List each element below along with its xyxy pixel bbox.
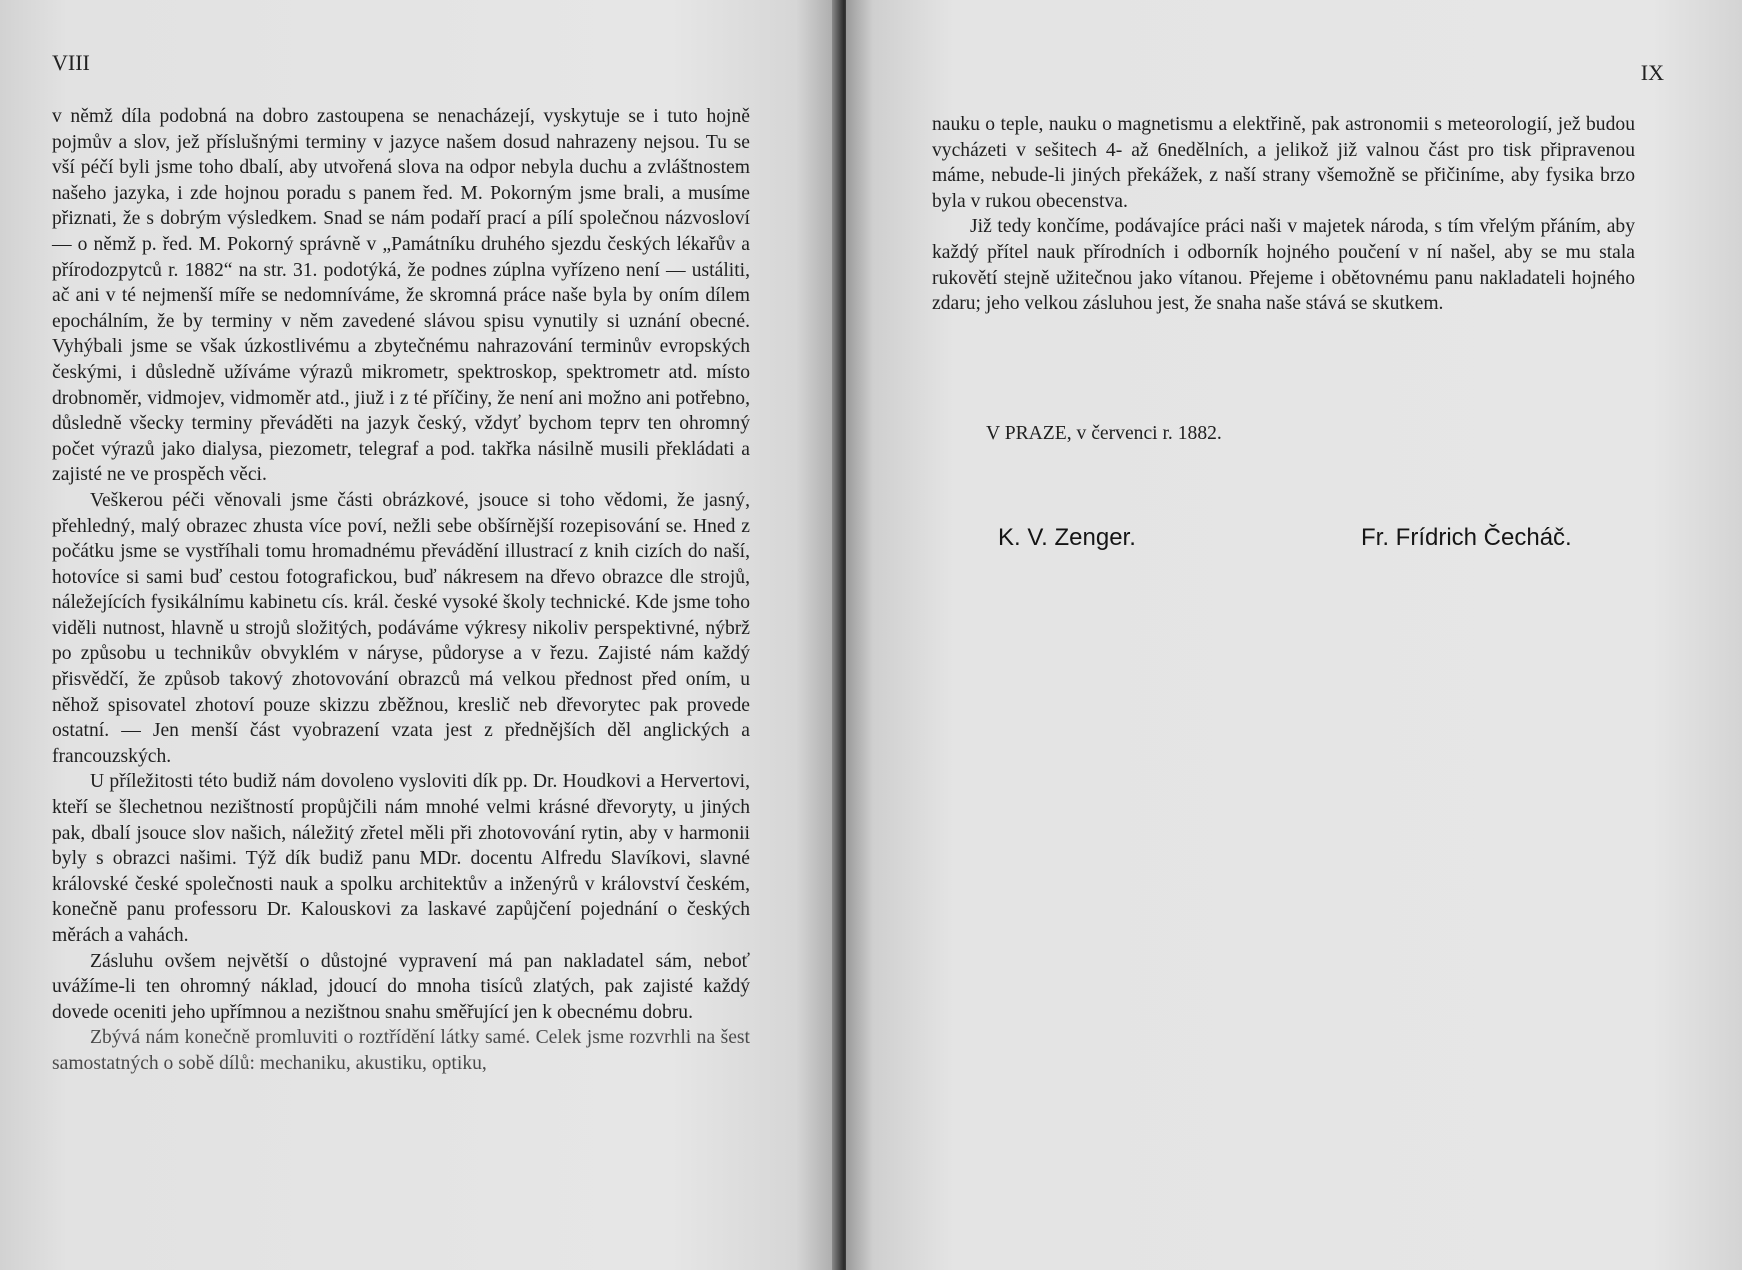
page-number-left: VIII (52, 50, 90, 75)
paragraph: v němž díla podobná na dobro zastoupena se nenacházejí, vyskytuje se i tuto hojně pojmův a slov, jež příslušnými terminy v jazyce našem dosud nahrazeny nejsou. Tu se vší péčí byli jsme toho dbalí, aby utvořená slova na odpor nebyla duchu a zvláštnostem našeho jazyka, i zde hojnou poradu s panem řed. M. Pokorným jsme brali, a musíme přiznati, že s dobrým výsledkem. Snad se nám podaří prací a pílí společnou názvosloví — o němž p. řed. M. Pokorný správně v „Památníku druhého sjezdu českých lékařův a přírodozpytců r. 1882“ na str. 31. podotýká, že podnes zúplna vyřízeno není — ustáliti, ač ani v té nejmenší míře se nedomníváme, že skromná práce naše byla by oním dílem epochálním, že by terminy v něm zavedené slávou spisu vynutily si uznání obecné. Vyhýbali jsme se však úzkostlivému a zbytečnému nahrazování terminův evropských českými, i důsledně užíváme výrazů mikrometr, spektroskop, spektrometr atd. místo drobnoměr, vidmojev, vidmoměr atd., jiuž i z té příčiny, že není ani možno ani potřebno, důsledně všecky terminy převáděti na jazyk český, vždyť bychom teprv ten ohromný počet výrazů jako dialysa, piezometr, telegraf a pod. takřka násilně musili překládati a zajisté ne ve prospěch věci. (52, 106, 750, 486)
right-page-text (932, 112, 1635, 317)
place-date-line: V PRAZE, v červenci r. 1882. (986, 423, 1222, 444)
left-page-text (52, 104, 750, 1077)
signature-zenger: K. V. Zenger. (998, 524, 1136, 551)
paragraph: Zbývá nám konečně promluviti o roztřídění látky samé. Celek jsme rozvrhli na šest samostatných o sobě dílů: mechaniku, akustiku, optiku, (52, 1027, 750, 1074)
paragraph: Veškerou péči věnovali jsme části obrázkové, jsouce si toho vědomi, že jasný, přehledný, malý obrazec zhusta více poví, nežli sebe obšírnější rozepisování se. Hned z počátku jsme se vystříhali tomu hromadnému převádění illustrací z knih cizích do naší, hotovíce si sami buď cestou fotografickou, buď nákresem na dřevo obrazce dle strojů, náležejících fysikálnímu kabinetu cís. král. české vysoké školy technické. Kde jsme toho viděli nutnost, hlavně u strojů složitých, podáváme výkresy nikoliv perspektivné, nýbrž po způsobu u technikův obvyklém v náryse, půdoryse a v řezu. Zajisté nám každý přisvědčí, že způsob takový zhotovování obrazců má velkou přednost před oním, u něhož spisovatel zhotoví pouze skizzu zběžnou, kreslič neb dřevorytec pak provede ostatní. — Jen menší část vyobrazení vzata jest z přednějších děl anglických a francouzských. (52, 489, 750, 767)
paragraph: U příležitosti této budiž nám dovoleno vysloviti dík pp. Dr. Houdkovi a Hervertovi, kteří se šlechetnou nezištností propůjčili nám mnohé velmi krásné dřevoryty, u jiných pak, dbalí jsouce slov našich, náležitý zřetel měli při zhotovování rytin, aby v harmonii byly s obrazci našimi. Týž dík budiž panu MDr. docentu Alfredu Slavíkovi, slavné královské české společnosti nauk a spolku architektův a inženýrů v království českém, konečně panu professoru Dr. Kalouskovi za laskavé zapůjčení pojednání o českých měrách a vahách. (52, 771, 750, 946)
right-page (846, 0, 1742, 1270)
left-page (0, 0, 838, 1270)
signature-cechac: Fr. Frídrich Čecháč. (1361, 524, 1572, 551)
paragraph: nauku o teple, nauku o magnetismu a elektřině, pak astronomii s meteorologií, jež budou vycházeti v sešitech 4- až 6nedělních, a jelikož již valnou část pro tisk připravenou máme, nebude-li jiných překážek, z naší strany všemožně se přičiníme, aby fysika brzo byla v rukou obecenstva. (932, 114, 1635, 212)
paragraph: Zásluhu ovšem největší o důstojné vypravení má pan nakladatel sám, neboť uvážíme-li ten ohromný náklad, jdoucí do mnoha tisíců zlatých, pak zajisté každý dovede oceniti jeho upřímnou a nezištnou snahu směřující jen k obecnému dobru. (52, 950, 750, 1023)
paragraph: Již tedy končíme, podávajíce práci naši v majetek národa, s tím vřelým přáním, aby každý přítel nauk přírodních i odborník hojného poučení v ní našel, aby se mu stala rukovětí stejně užitečnou jako vítanou. Přejeme i obětovnému panu nakladateli hojného zdaru; jeho velkou zásluhou jest, že snaha naše stává se skutkem. (932, 216, 1635, 315)
page-number-right: IX (1640, 60, 1664, 85)
